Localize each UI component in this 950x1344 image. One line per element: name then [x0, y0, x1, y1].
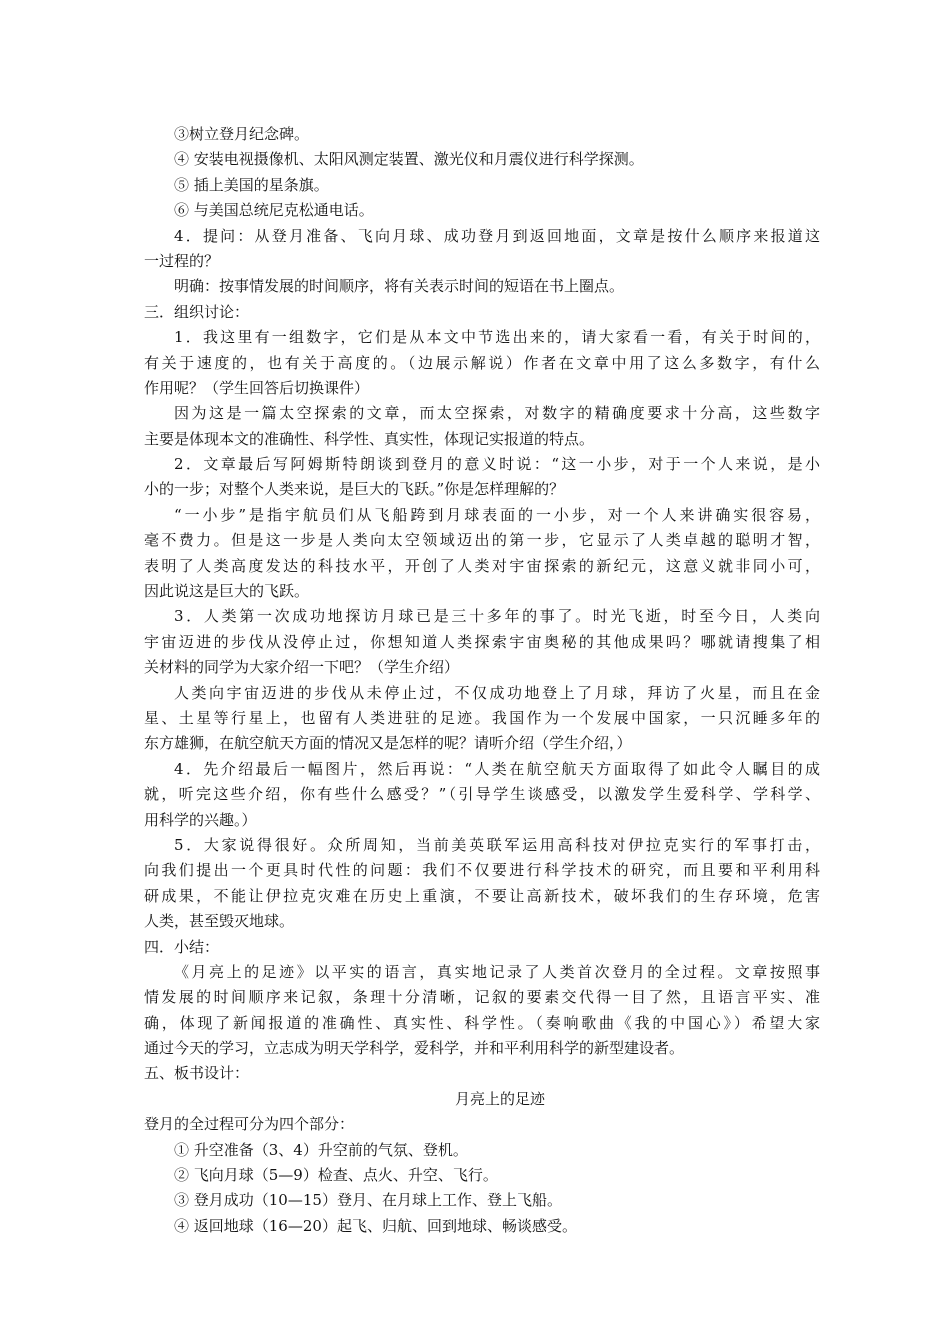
text-line: 毫不费力。但是这一步是人类向太空领域迈出的第一步，它显示了人类卓越的聪明才智，: [144, 531, 820, 550]
section-heading: 四．小结：: [144, 937, 220, 956]
section-heading: 五、板书设计：: [144, 1064, 250, 1083]
text-line: 用科学的兴趣。）: [144, 810, 257, 829]
list-item: ④ 返回地球（16—20）起飞、归航、回到地球、畅谈感受。: [174, 1216, 577, 1235]
text-line: ⑥ 与美国总统尼克松通电话。: [174, 201, 374, 220]
text-line: 1．我这里有一组数字，它们是从本文中节选出来的，请大家看一看，有关于时间的，: [174, 328, 820, 347]
text-line: 星、土星等行星上，也留有人类进驻的足迹。我国作为一个发展中国家，一只沉睡多年的: [144, 708, 820, 727]
text-line: 小的一步；对整个人类来说，是巨大的飞跃。”你是怎样理解的？: [144, 480, 565, 499]
text-line: 表明了人类高度发达的科技水平，开创了人类对宇宙探索的新纪元，这意义就非同小可，: [144, 556, 820, 575]
list-item: ① 升空准备（3、4）升空前的气氛、登机。: [174, 1140, 468, 1159]
text-line: 关材料的同学为大家介绍一下吧？（学生介绍）: [144, 658, 460, 677]
text-line: ③树立登月纪念碑。: [174, 125, 310, 143]
text-line: 因为这是一篇太空探索的文章，而太空探索，对数字的精确度要求十分高，这些数字: [174, 404, 820, 423]
board-title: 月亮上的足迹: [454, 1089, 545, 1108]
text-line: 确，体现了新闻报道的准确性、真实性、科学性。（奏响歌曲《我的中国心》）希望大家: [144, 1013, 820, 1032]
text-line: 4．提问：从登月准备、飞向月球、成功登月到返回地面，文章是按什么顺序来报道这: [174, 226, 820, 245]
list-item: ③ 登月成功（10—15）登月、在月球上工作、登上飞船。: [174, 1191, 562, 1210]
text-line: 向我们提出一个更具时代性的问题：我们不仅要进行科学技术的研究，而且要和平利用科: [144, 861, 820, 880]
document-body: [144, 122, 820, 1239]
list-item: ② 飞向月球（5—9）检查、点火、升空、飞行。: [174, 1166, 498, 1185]
text-line: 2．文章最后写阿姆斯特朗谈到登月的意义时说：“这一小步，对于一个人来说，是小: [174, 455, 820, 474]
text-line: 主要是体现本文的准确性、科学性、真实性，体现记实报道的特点。: [144, 429, 595, 448]
text-line: 《月亮上的足迹》以平实的语言，真实地记录了人类首次登月的全过程。文章按照事: [174, 962, 820, 981]
text-line: 4．先介绍最后一幅图片，然后再说：“人类在航空航天方面取得了如此令人瞩目的成: [174, 759, 820, 778]
text-line: 因此说这是巨大的飞跃。: [144, 582, 310, 601]
text-line: ⑤ 插上美国的星条旗。: [174, 175, 329, 194]
text-line: “一小步”是指宇航员们从飞船跨到月球表面的一小步，对一个人来讲确实很容易，: [174, 505, 820, 524]
section-heading: 三．组织讨论：: [144, 302, 250, 321]
text-line: 宇宙迈进的步伐从没停止过，你想知道人类探索宇宙奥秘的其他成果吗？哪就请搜集了相: [144, 632, 820, 651]
text-line: 明确：按事情发展的时间顺序，将有关表示时间的短语在书上圈点。: [174, 277, 625, 296]
text-line: 就，听完这些介绍，你有些什么感受？”（引导学生谈感受，以激发学生爱科学、学科学、: [144, 785, 820, 804]
text-line: 有关于速度的，也有关于高度的。（边展示解说）作者在文章中用了这么多数字，有什么: [144, 353, 820, 372]
text-line: ④ 安装电视摄像机、太阳风测定装置、激光仪和月震仪进行科学探测。: [174, 150, 644, 169]
text-line: 作用呢？（学生回答后切换课件）: [144, 378, 370, 397]
text-line: 登月的全过程可分为四个部分：: [144, 1115, 355, 1134]
text-line: 一过程的？: [144, 251, 220, 270]
text-line: 研成果，不能让伊拉克灾难在历史上重演，不要让高新技术，破坏我们的生存环境，危害: [144, 886, 820, 905]
text-line: 5．大家说得很好。众所周知，当前美英联军运用高科技对伊拉克实行的军事打击，: [174, 835, 820, 854]
text-line: 情发展的时间顺序来记叙，条理十分清晰，记叙的要素交代得一目了然，且语言平实、准: [144, 988, 820, 1007]
text-line: 通过今天的学习，立志成为明天学科学，爱科学，并和平利用科学的新型建设者。: [144, 1039, 685, 1058]
text-line: 3．人类第一次成功地探访月球已是三十多年的事了。时光飞逝，时至今日，人类向: [174, 607, 820, 626]
text-line: 人类，甚至毁灭地球。: [144, 912, 295, 931]
text-line: 人类向宇宙迈进的步伐从未停止过，不仅成功地登上了月球，拜访了火星，而且在金: [174, 683, 820, 702]
text-line: 东方雄狮，在航空航天方面的情况又是怎样的呢？请听介绍（学生介绍，）: [144, 734, 632, 753]
